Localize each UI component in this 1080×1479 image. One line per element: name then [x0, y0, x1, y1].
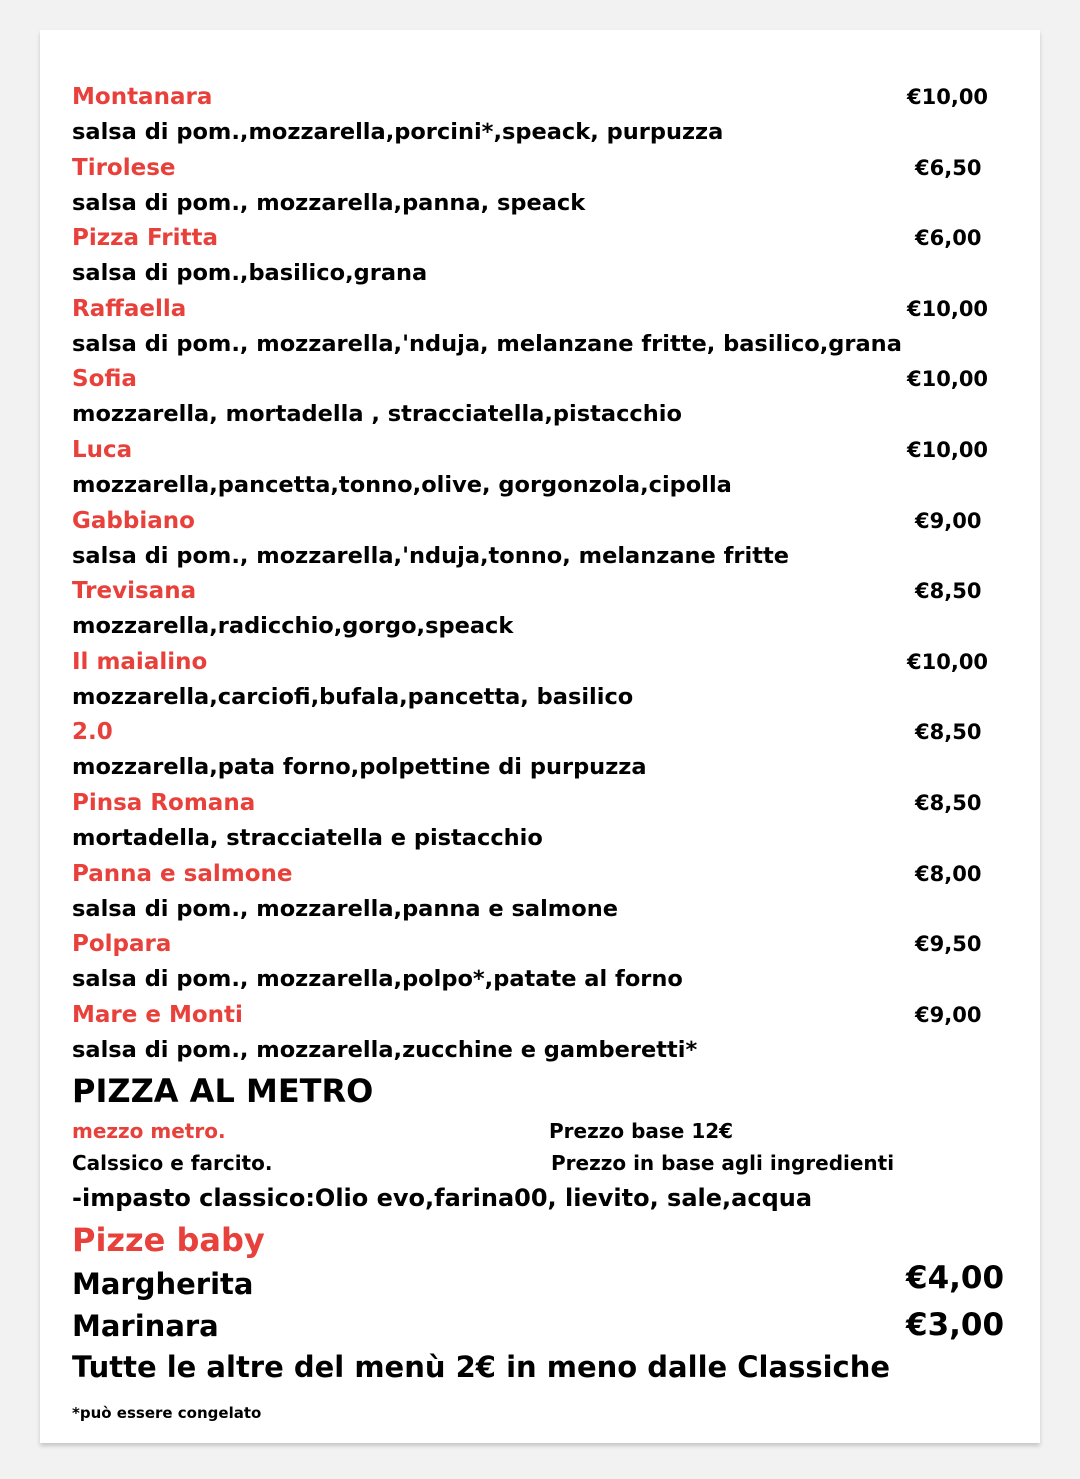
menu-item-price: €8,50 [915, 720, 982, 744]
menu-item-name: Il maialino [72, 649, 208, 675]
menu-item-description: salsa di pom., mozzarella,'nduja, melanzane fritte, basilico,grana [72, 331, 902, 357]
menu-item-name: Polpara [72, 931, 172, 957]
menu-item-price: €10,00 [907, 297, 989, 321]
menu-item-description: salsa di pom., mozzarella,panna, speack [72, 190, 586, 216]
menu-item-price: €10,00 [907, 650, 989, 674]
menu-item-name: 2.0 [72, 719, 113, 745]
baby-item-name: Marinara [72, 1309, 219, 1343]
menu-item-price: €9,00 [915, 1003, 982, 1027]
menu-item-description: salsa di pom., mozzarella,zucchine e gamberetti* [72, 1037, 698, 1063]
menu-item-name: Gabbiano [72, 508, 195, 534]
menu-item-description: mozzarella, mortadella , stracciatella,pistacchio [72, 401, 682, 427]
menu-item-price: €6,50 [915, 156, 982, 180]
menu-item-price: €6,00 [915, 226, 982, 250]
impasto-description: -impasto classico:Olio evo,farina00, lievito, sale,acqua [72, 1184, 813, 1212]
menu-item-name: Mare e Monti [72, 1002, 243, 1028]
menu-item-name: Raffaella [72, 296, 187, 322]
menu-item-description: mozzarella,carciofi,bufala,pancetta, basilico [72, 684, 634, 710]
menu-item-description: mozzarella,pancetta,tonno,olive, gorgonzola,cipolla [72, 472, 732, 498]
menu-item-description: salsa di pom., mozzarella,'nduja,tonno, melanzane fritte [72, 543, 790, 569]
menu-item-name: Tirolese [72, 155, 176, 181]
frozen-footnote: *può essere congelato [72, 1404, 262, 1422]
baby-item-price: €3,00 [906, 1307, 1005, 1343]
pizza-al-metro-title: PIZZA AL METRO [72, 1072, 374, 1110]
mezzo-metro-price: Prezzo base 12€ [549, 1119, 734, 1143]
menu-item-price: €9,50 [915, 932, 982, 956]
menu-item-description: salsa di pom.,basilico,grana [72, 260, 428, 286]
pizze-baby-title: Pizze baby [72, 1221, 265, 1259]
menu-item-price: €8,50 [915, 579, 982, 603]
menu-item-price: €9,00 [915, 509, 982, 533]
baby-discount-note: Tutte le altre del menù 2€ in meno dalle Classiche [72, 1350, 891, 1384]
menu-item-price: €10,00 [907, 367, 989, 391]
baby-item-name: Margherita [72, 1267, 254, 1301]
menu-item-name: Luca [72, 437, 133, 463]
menu-item-name: Pizza Fritta [72, 225, 219, 251]
menu-item-name: Pinsa Romana [72, 790, 256, 816]
menu-item-name: Montanara [72, 84, 213, 110]
farcito-label: Calssico e farcito. [72, 1151, 273, 1175]
menu-item-name: Panna e salmone [72, 861, 293, 887]
mezzo-metro-label: mezzo metro. [72, 1119, 226, 1143]
menu-item-price: €8,00 [915, 862, 982, 886]
menu-item-name: Trevisana [72, 578, 197, 604]
menu-item-price: €8,50 [915, 791, 982, 815]
baby-item-price: €4,00 [906, 1260, 1005, 1296]
menu-item-description: salsa di pom.,mozzarella,porcini*,speack, purpuzza [72, 119, 724, 145]
menu-item-description: salsa di pom., mozzarella,polpo*,patate al forno [72, 966, 683, 992]
menu-item-price: €10,00 [907, 85, 989, 109]
menu-item-description: salsa di pom., mozzarella,panna e salmone [72, 896, 618, 922]
menu-item-description: mozzarella,pata forno,polpettine di purpuzza [72, 754, 647, 780]
menu-item-description: mozzarella,radicchio,gorgo,speack [72, 613, 514, 639]
menu-item-description: mortadella, stracciatella e pistacchio [72, 825, 543, 851]
menu-item-price: €10,00 [907, 438, 989, 462]
menu-item-name: Sofia [72, 366, 137, 392]
farcito-price: Prezzo in base agli ingredienti [551, 1151, 895, 1175]
